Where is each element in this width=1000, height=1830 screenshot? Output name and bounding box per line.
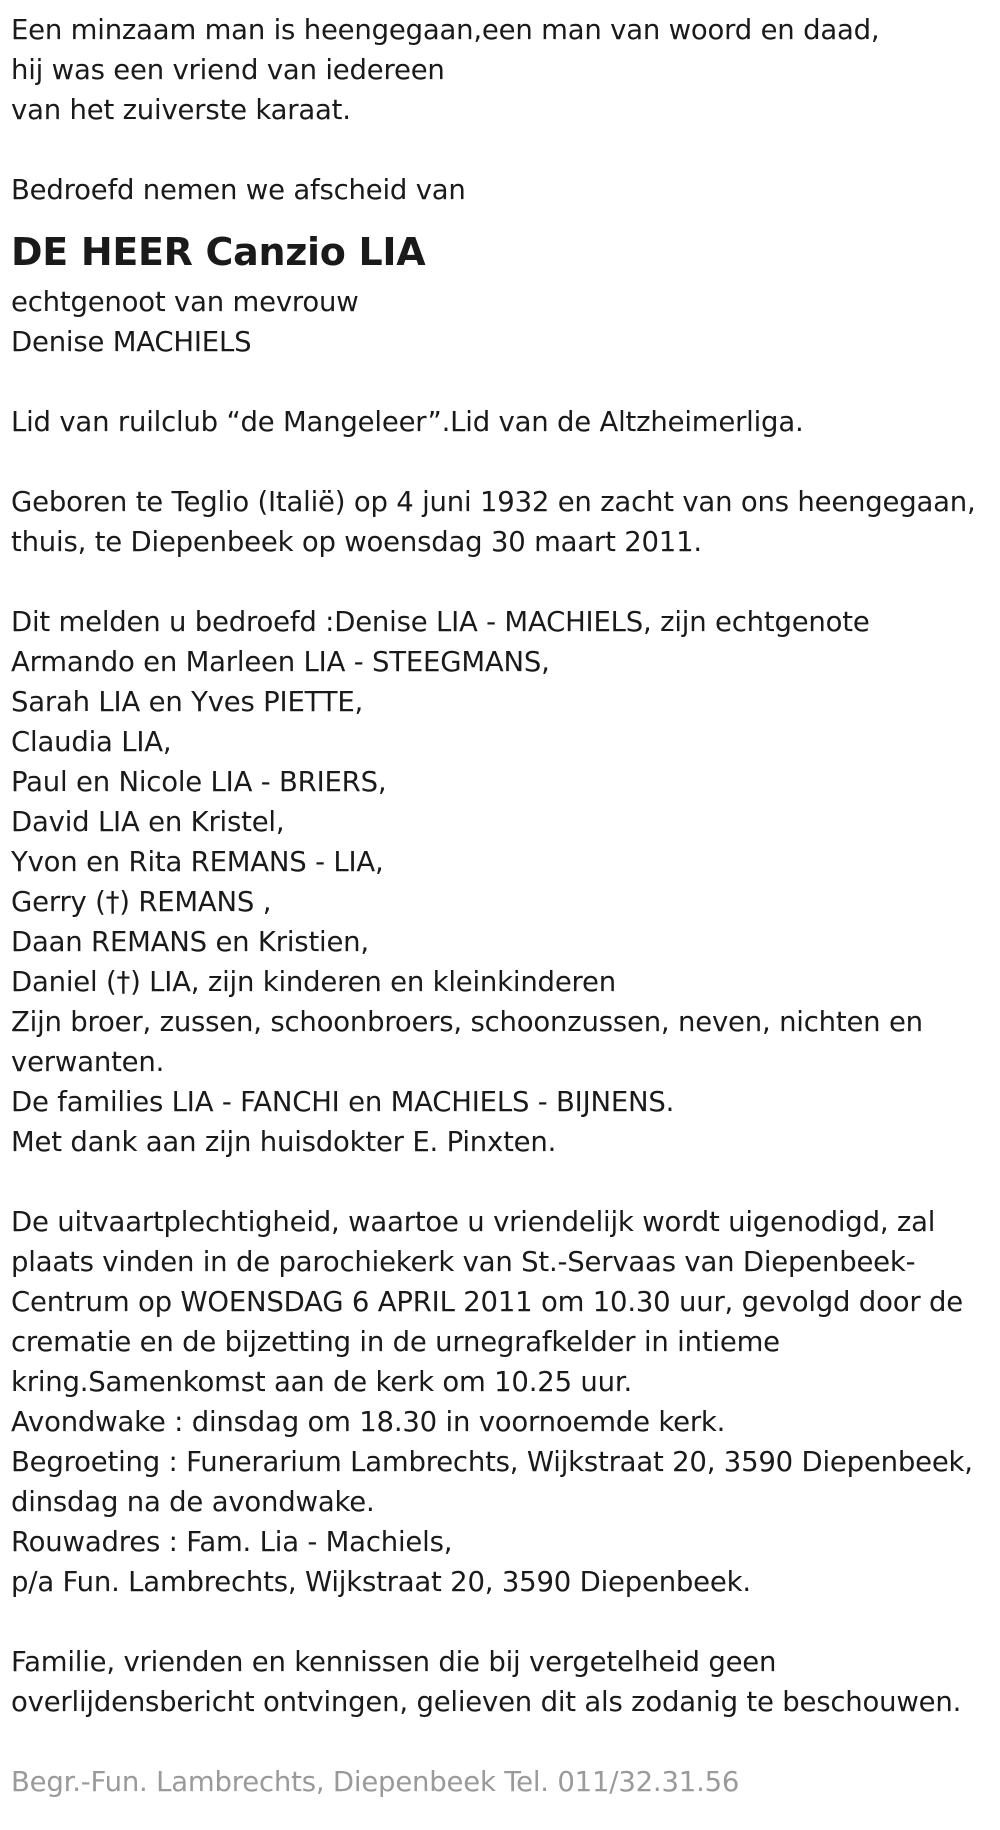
birth-death-line: thuis, te Diepenbeek op woensdag 30 maart 2011.	[11, 526, 702, 558]
birth-death-info	[11, 482, 986, 562]
funeral-line: Begroeting : Funerarium Lambrechts, Wijkstraat 20, 3590 Diepenbeek,	[11, 1446, 973, 1478]
mourner-line: Dit melden u bedroefd :Denise LIA - MACHIELS, zijn echtgenote	[11, 606, 870, 638]
spacer	[11, 1602, 986, 1642]
spacer	[11, 362, 986, 402]
funeral-line: Centrum op WOENSDAG 6 APRIL 2011 om 10.30 uur, gevolgd door de	[11, 1286, 963, 1318]
funeral-details	[11, 1202, 986, 1602]
mourner-line: Met dank aan zijn huisdokter E. Pinxten.	[11, 1126, 557, 1158]
spacer	[11, 442, 986, 482]
funeral-line: De uitvaartplechtigheid, waartoe u vriendelijk wordt uigenodigd, zal	[11, 1206, 936, 1238]
mourner-line: Claudia LIA,	[11, 726, 172, 758]
mourner-line: David LIA en Kristel,	[11, 806, 285, 838]
mourner-line: Daniel (†) LIA, zijn kinderen en kleinkinderen	[11, 966, 616, 998]
birth-death-line: Geboren te Teglio (Italië) op 4 juni 1932 en zacht van ons heengegaan,	[11, 486, 976, 518]
mourner-line: Zijn broer, zussen, schoonbroers, schoonzussen, neven, nichten en	[11, 1006, 923, 1038]
verse-line: van het zuiverste karaat.	[11, 94, 351, 126]
funeral-line: p/a Fun. Lambrechts, Wijkstraat 20, 3590 Diepenbeek.	[11, 1566, 751, 1598]
spacer	[11, 1162, 986, 1202]
obituary-notice	[11, 10, 986, 1802]
mourner-line: Armando en Marleen LIA - STEEGMANS,	[11, 646, 550, 678]
mourner-line: De families LIA - FANCHI en MACHIELS - BIJNENS.	[11, 1086, 675, 1118]
spacer	[11, 562, 986, 602]
funeral-line: Avondwake : dinsdag om 18.30 in voornoemde kerk.	[11, 1406, 726, 1438]
funeral-line: dinsdag na de avondwake.	[11, 1486, 375, 1518]
deceased-name: DE HEER Canzio LIA	[11, 230, 426, 274]
funeral-line: crematie en de bijzetting in de urnegrafkelder in intieme	[11, 1326, 780, 1358]
mourner-line: Daan REMANS en Kristien,	[11, 926, 369, 958]
spacer	[11, 1722, 986, 1762]
mourners-list	[11, 602, 986, 1162]
funeral-line: kring.Samenkomst aan de kerk om 10.25 uur.	[11, 1366, 632, 1398]
memberships-text: Lid van ruilclub “de Mangeleer”.Lid van de Altzheimerliga.	[11, 406, 804, 438]
verse-line: hij was een vriend van iedereen	[11, 54, 445, 86]
spouse-name: Denise MACHIELS	[11, 326, 252, 358]
verse-line: Een minzaam man is heengegaan,een man van woord en daad,	[11, 14, 880, 46]
intro-verse	[11, 10, 986, 130]
mourner-line: verwanten.	[11, 1046, 165, 1078]
funeral-line: Rouwadres : Fam. Lia - Machiels,	[11, 1526, 453, 1558]
mourner-line: Yvon en Rita REMANS - LIA,	[11, 846, 384, 878]
closing-line: Familie, vrienden en kennissen die bij vergetelheid geen	[11, 1646, 777, 1678]
mourner-line: Gerry (†) REMANS ,	[11, 886, 272, 918]
mourner-line: Sarah LIA en Yves PIETTE,	[11, 686, 364, 718]
farewell-text: Bedroefd nemen we afscheid van	[11, 174, 466, 206]
closing-line: overlijdensbericht ontvingen, gelieven dit als zodanig te beschouwen.	[11, 1686, 962, 1718]
spouse-line: echtgenoot van mevrouw	[11, 286, 359, 318]
spacer	[11, 130, 986, 170]
closing-note	[11, 1642, 986, 1722]
funeral-home-footer: Begr.-Fun. Lambrechts, Diepenbeek Tel. 011/32.31.56	[11, 1766, 740, 1798]
funeral-line: plaats vinden in de parochiekerk van St.-Servaas van Diepenbeek-	[11, 1246, 916, 1278]
mourner-line: Paul en Nicole LIA - BRIERS,	[11, 766, 387, 798]
